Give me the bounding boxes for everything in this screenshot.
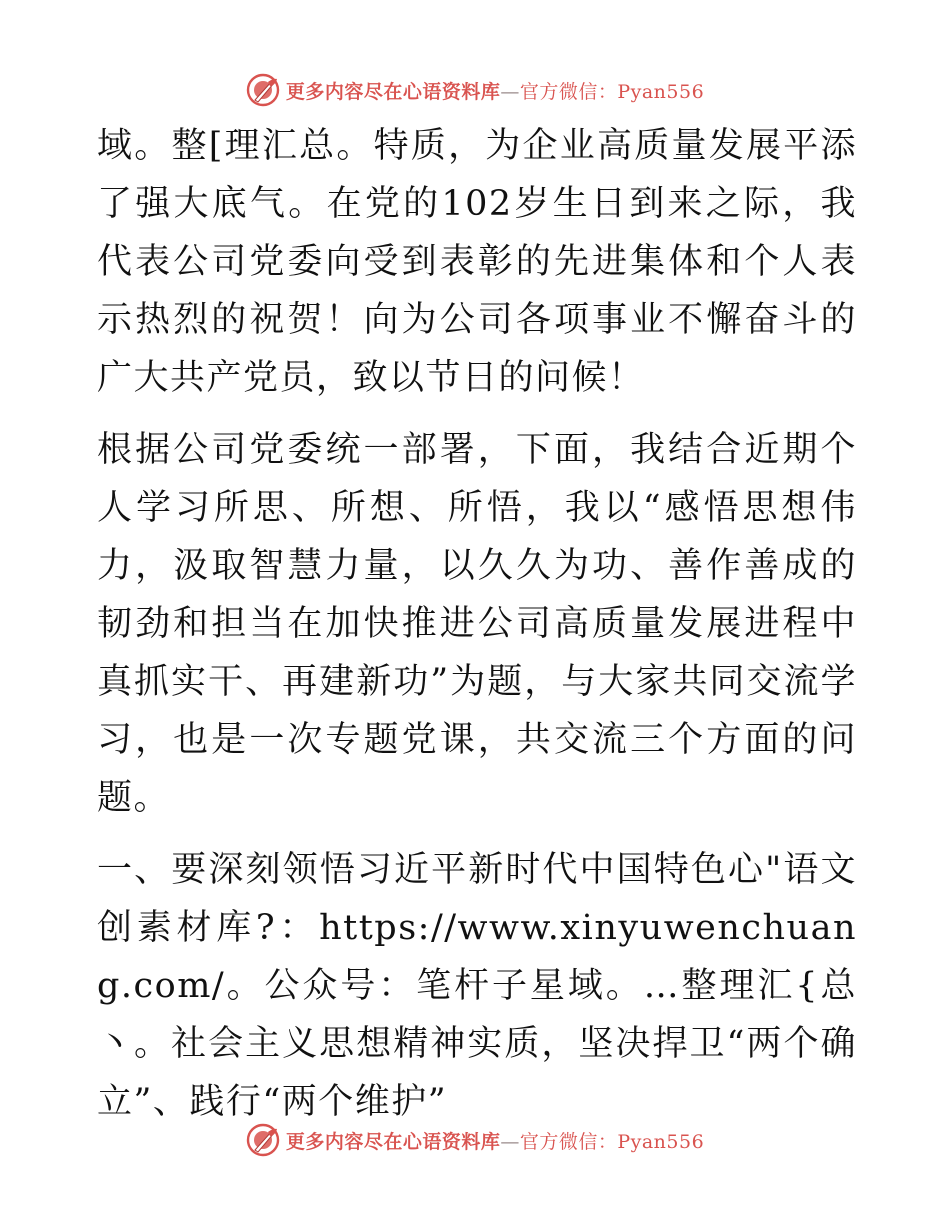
paragraph-2: 根据公司党委统一部署，下面，我结合近期个人学习所思、所想、所悟，我以“感悟思想伟力，汲取智慧力量，以久久为功、善作善成的韧劲和担当在加快推进公司高质量发展进程中真抓实干、再建新功”为题，与大家共同交流学习，也是一次专题党课，共交流三个方面的问题。: [97, 430, 857, 818]
footer-watermark: [0, 1118, 950, 1162]
document-body: [97, 117, 857, 1131]
watermark-brand: 更多内容尽在心语资料库: [285, 1130, 501, 1153]
header-watermark: [0, 68, 950, 112]
watermark-separator: —: [500, 1130, 520, 1153]
watermark-separator: —: [500, 80, 520, 103]
watermark-text: [286, 1127, 704, 1154]
quill-seal-icon: [246, 73, 280, 107]
watermark-wechat: 官方微信：Pyan556: [519, 1130, 705, 1153]
paragraph-3: 一、要深刻领悟习近平新时代中国特色心"语文创素材库?：https://www.xinyuwenchuang.com/。公众号：笔杆子星域。…整理汇{总丶。社会主义思想精神实质，坚决捍卫“两个确立”、践行“两个维护”: [97, 850, 857, 1122]
quill-seal-icon: [246, 1123, 280, 1157]
paragraph-1: 域。整[理汇总。特质，为企业高质量发展平添了强大底气。在党的102岁生日到来之际，我代表公司党委向受到表彰的先进集体和个人表示热烈的祝贺！向为公司各项事业不懈奋斗的广大共产党员，致以节日的问候！: [97, 126, 857, 398]
watermark-brand: 更多内容尽在心语资料库: [285, 80, 501, 103]
watermark-text: [286, 77, 704, 104]
watermark-wechat: 官方微信：Pyan556: [519, 80, 705, 103]
